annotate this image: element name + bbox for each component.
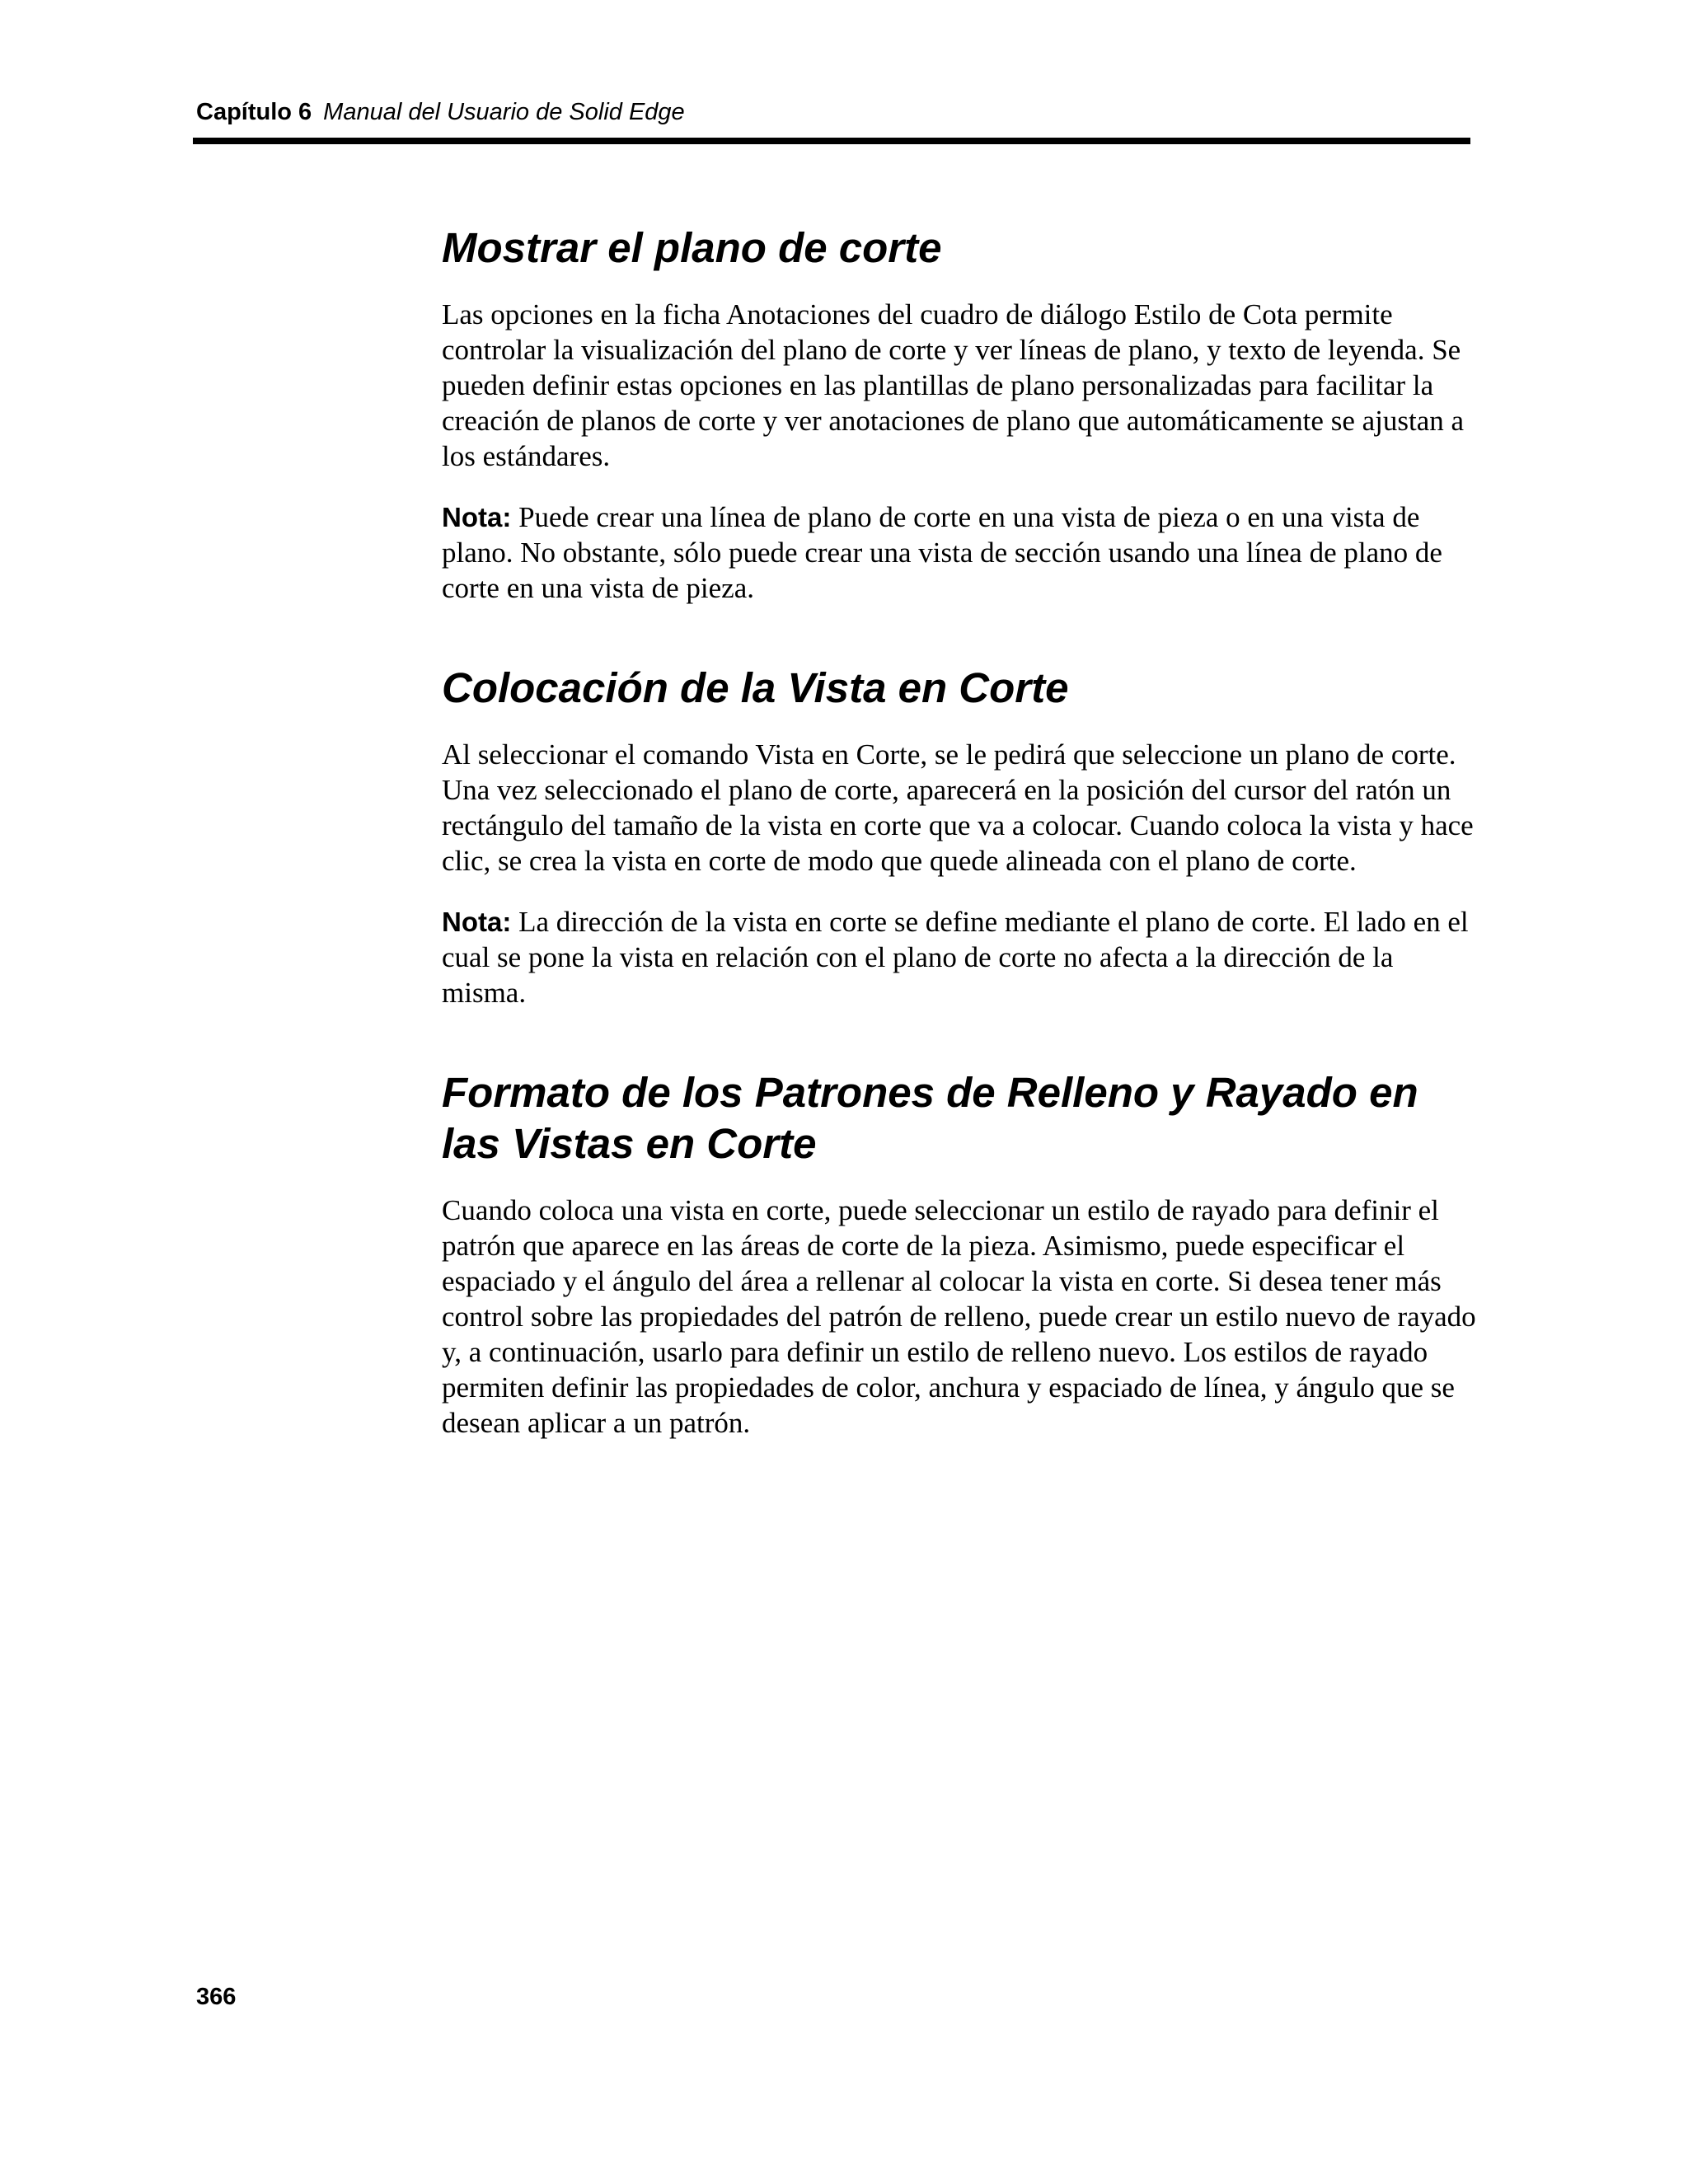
body-paragraph: Las opciones en la ficha Anotaciones del cuadro de diálogo Estilo de Cota permite controlar la visualización del plano de corte y ver líneas de plano, y texto de leyenda. Se pueden definir estas opciones en las plantillas de plano personalizadas para facilitar la creación de planos de corte y ver anotaciones de plano que automáticamente se ajustan a los estándares. [442, 298, 1465, 472]
chapter-label: Capítulo 6 [196, 99, 312, 125]
body-paragraph: Al seleccionar el comando Vista en Corte, se le pedirá que seleccione un plano de corte. Una vez seleccionado el plano de corte, aparecerá en la posición del cursor del ratón un rectángulo del tamaño de la vista en corte que va a colocar. Cuando coloca la vista y hace clic, se crea la vista en corte de modo que quede alineada con el plano de corte. [442, 738, 1474, 877]
note-label: Nota: [442, 907, 512, 937]
body-paragraph: Cuando coloca una vista en corte, puede seleccionar un estilo de rayado para definir el patrón que aparece en las áreas de corte de la pieza. Asimismo, puede especificar el espaciado y el ángulo del área a rellenar al colocar la vista en corte. Si desea tener más control sobre las propiedades del patrón de relleno, puede crear un estilo nuevo de rayado y, a continuación, usarlo para definir un estilo de relleno nuevo. Los estilos de rayado permiten definir las propiedades de color, anchura y espaciado de línea, y ángulo que se desean aplicar a un patrón. [442, 1194, 1476, 1439]
note-label: Nota: [442, 502, 512, 532]
note-text: Puede crear una línea de plano de corte en una vista de pieza o en una vista de plano. No obstante, sólo puede crear una vista de sección usando una línea de plano de corte en una vista de pieza. [442, 501, 1442, 604]
running-header [196, 97, 685, 127]
header-rule [193, 138, 1470, 144]
note-paragraph [442, 499, 1480, 606]
book-title: Manual del Usuario de Solid Edge [323, 99, 685, 125]
note-paragraph [442, 904, 1480, 1010]
page-number: 366 [196, 1984, 237, 2010]
section-formato-patrones [442, 1067, 1480, 1441]
section-heading: Mostrar el plano de corte [442, 224, 942, 271]
note-text: La dirección de la vista en corte se define mediante el plano de corte. El lado en el cual se pone la vista en relación con el plano de corte no afecta a la dirección de la misma. [442, 906, 1469, 1009]
section-colocacion-vista-corte [442, 663, 1480, 1010]
section-heading: Colocación de la Vista en Corte [442, 664, 1069, 711]
section-heading: Formato de los Patrones de Relleno y Rayado en las Vistas en Corte [442, 1069, 1418, 1167]
page-content [442, 223, 1480, 1497]
section-mostrar-plano-corte [442, 223, 1480, 606]
